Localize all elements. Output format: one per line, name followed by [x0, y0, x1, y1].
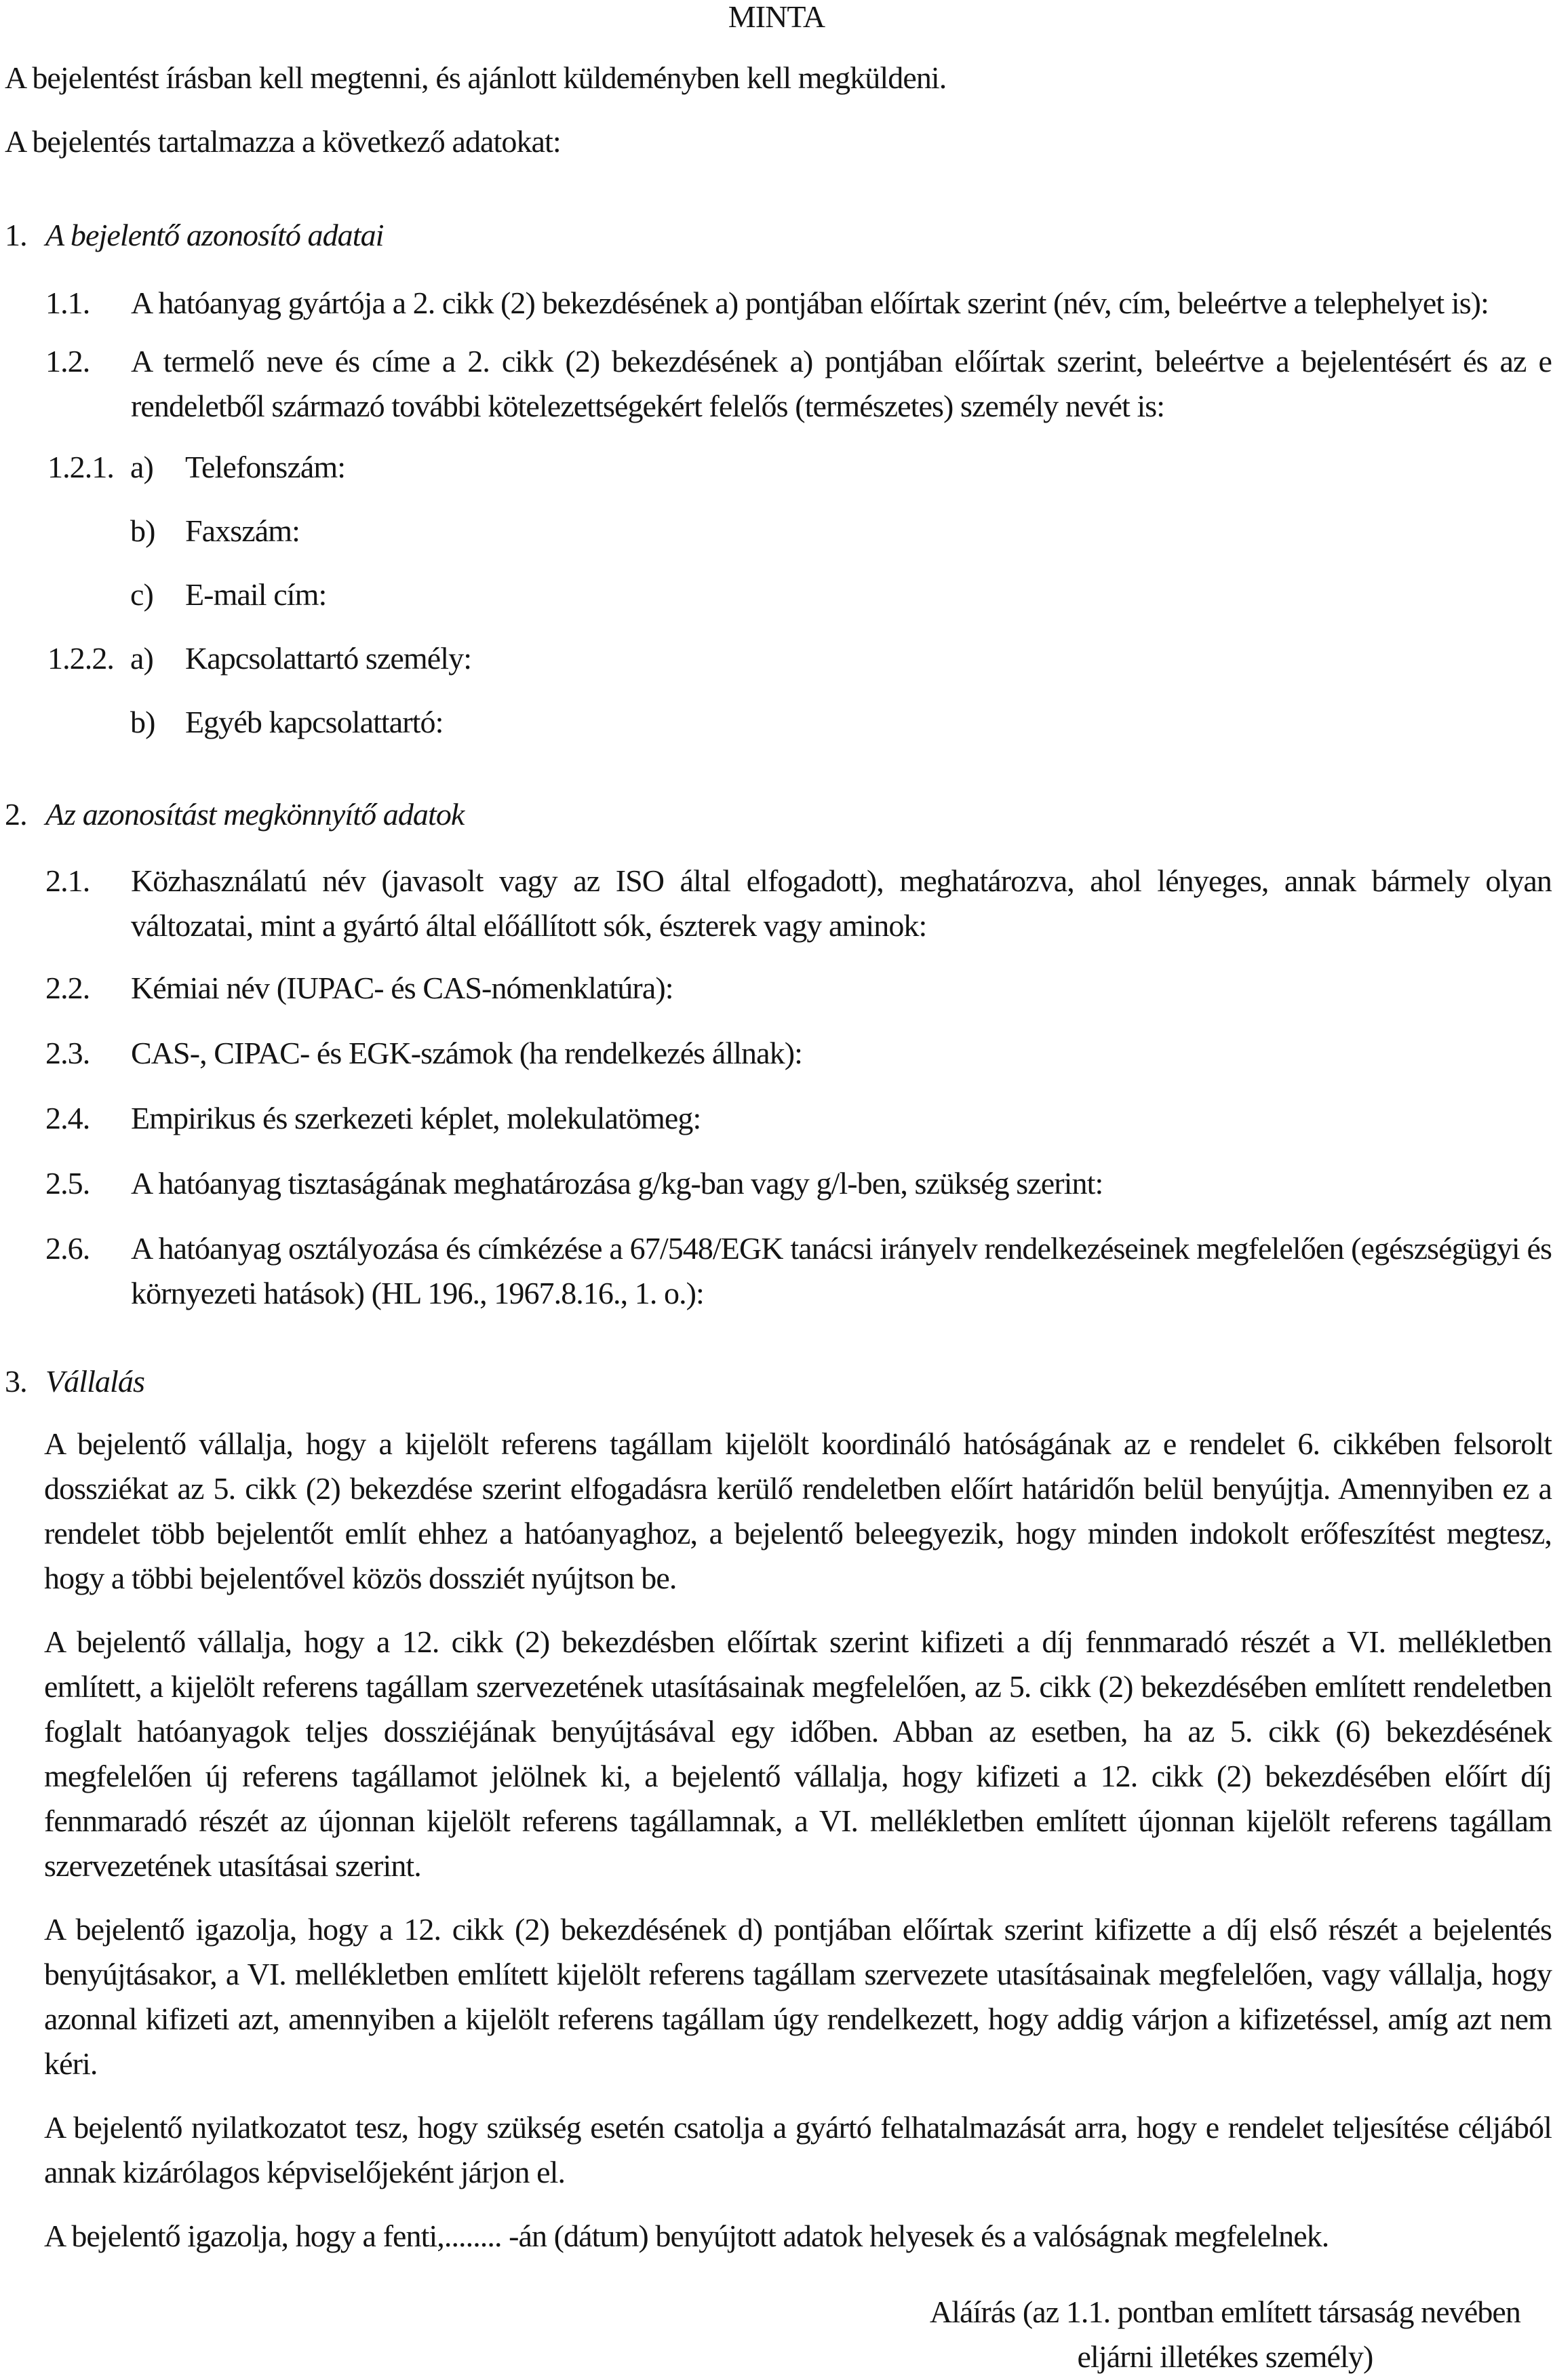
section-2-number: 2. [5, 797, 27, 832]
item-1-2-1-entry-a [47, 445, 1553, 490]
signature-block [930, 2290, 1520, 2379]
section-1-heading [5, 213, 1553, 258]
item-1-2-2-entry-a [47, 636, 1553, 681]
body-paragraph-date: A bejelentő igazolja, hogy a fenti,........ -án (dátum) benyújtott adatok helyesek és a valóságnak megfelelnek. [44, 2219, 1329, 2253]
entry-label: Egyéb kapcsolattartó: [185, 705, 444, 739]
intro-paragraph-2: A bejelentés tartalmazza a következő adatokat: [5, 124, 561, 159]
section-2-heading [5, 792, 1553, 837]
entry-label: E-mail cím: [185, 577, 327, 612]
item-1-2-2-number: 1.2.2. [47, 641, 114, 676]
item-2-3-text: CAS-, CIPAC- és EGK-számok (ha rendelkezés állnak): [131, 1036, 802, 1070]
signature-line-1: Aláírás (az 1.1. pontban említett társaság nevében [929, 2295, 1520, 2329]
signature-line-2: eljárni illetékes személy) [1077, 2339, 1373, 2374]
item-2-3-number: 2.3. [45, 1036, 90, 1070]
item-2-5-text: A hatóanyag tisztaságának meghatározása g/kg-ban vagy g/l-ben, szükség szerint: [131, 1166, 1103, 1201]
item-1-2-number: 1.2. [45, 344, 90, 378]
item-2-4-number: 2.4. [45, 1101, 90, 1135]
section-3-number: 3. [5, 1364, 27, 1399]
item-2-4 [45, 1096, 1552, 1141]
item-1-1-number: 1.1. [45, 286, 90, 320]
body-paragraph-4: A bejelentő nyilatkozatot tesz, hogy szükség esetén csatolja a gyártó felhatalmazását arra, hogy e rendelet teljesítése céljából annak kizárólagos képviselőjeként járjon el. [44, 2110, 1552, 2189]
entry-letter: b) [130, 513, 155, 548]
entry-letter: a) [130, 450, 153, 484]
item-2-6 [45, 1226, 1552, 1316]
item-1-2 [45, 339, 1552, 429]
intro-paragraph-1: A bejelentést írásban kell megtenni, és ajánlott küldeményben kell megküldeni. [5, 60, 947, 95]
entry-letter: c) [130, 577, 153, 612]
section-2-title: Az azonosítást megkönnyítő adatok [45, 797, 465, 832]
item-2-1-text: Közhasználatú név (javasolt vagy az ISO által elfogadott), meghatározva, ahol lényeges, annak bármely olyan változatai, mint a gyártó által előállított sók, észterek vagy aminok: [131, 863, 1552, 943]
section-3-title: Vállalás [45, 1364, 144, 1399]
entry-label: Faxszám: [185, 513, 300, 548]
page-title: MINTA [728, 0, 825, 34]
entry-letter: b) [130, 705, 155, 739]
item-2-5-number: 2.5. [45, 1166, 90, 1201]
entry-label: Telefonszám: [185, 450, 346, 484]
item-2-1-number: 2.1. [45, 863, 90, 898]
item-1-2-1-number: 1.2.1. [47, 450, 114, 484]
item-2-2-text: Kémiai név (IUPAC- és CAS-nómenklatúra): [131, 971, 673, 1005]
item-1-2-2-entry-b [130, 700, 1553, 745]
body-paragraph-2: A bejelentő vállalja, hogy a 12. cikk (2) bekezdésben előírtak szerint kifizeti a díj fennmaradó részét a VI. mellékletben említett, a kijelölt referens tagállam szervezetének utasításainak megfelelően, az 5. cikk (2) bekezdésében említett rendeletben foglalt hatóanyagok teljes dossziéjának benyújtásával egy időben. Abban az esetben, ha az 5. cikk (6) bekezdésének megfelelően új referens tagállamot jelölnek ki, a bejelentő vállalja, hogy kifizeti a 12. cikk (2) bekezdésében előírt díj fennmaradó részét az újonnan kijelölt referens tagállamnak, a VI. mellékletben említett újonnan kijelölt referens tagállam szervezetének utasításai szerint. [44, 1624, 1552, 1883]
item-2-2 [45, 966, 1552, 1011]
section-1-title: A bejelentő azonosító adatai [45, 218, 384, 252]
section-3-heading [5, 1359, 1553, 1404]
item-1-2-1-entry-c [130, 572, 1553, 617]
item-2-2-number: 2.2. [45, 971, 90, 1005]
item-2-6-text: A hatóanyag osztályozása és címkézése a 67/548/EGK tanácsi irányelv rendelkezéseinek megfelelően (egészségügyi és környezeti hatások) (HL 196., 1967.8.16., 1. o.): [131, 1231, 1552, 1310]
entry-letter: a) [130, 641, 153, 676]
item-1-2-1-entry-b [130, 509, 1553, 553]
item-1-1-text: A hatóanyag gyártója a 2. cikk (2) bekezdésének a) pontjában előírtak szerint (név, cím, beleértve a telephelyet is): [131, 286, 1489, 320]
section-1-number: 1. [5, 218, 27, 252]
body-paragraph-1: A bejelentő vállalja, hogy a kijelölt referens tagállam kijelölt koordináló hatóságának az e rendelet 6. cikkében felsorolt dossziékat az 5. cikk (2) bekezdése szerint elfogadásra kerülő rendeletben előírt határidőn belül benyújtja. Amennyiben ez a rendelet több bejelentőt említ ehhez a hatóanyaghoz, a bejelentő beleegyezik, hogy minden indokolt erőfeszítést megtesz, hogy a többi bejelentővel közös dossziét nyújtson be. [44, 1426, 1552, 1595]
entry-label: Kapcsolattartó személy: [185, 641, 472, 676]
item-2-5 [45, 1161, 1552, 1206]
item-2-6-number: 2.6. [45, 1231, 90, 1266]
item-2-1 [45, 859, 1552, 948]
item-2-3 [45, 1031, 1552, 1076]
item-2-4-text: Empirikus és szerkezeti képlet, molekulatömeg: [131, 1101, 701, 1135]
item-1-1 [45, 281, 1552, 326]
item-1-2-text: A termelő neve és címe a 2. cikk (2) bekezdésének a) pontjában előírtak szerint, beleértve a bejelentésért és az e rendeletből származó további kötelezettségekért felelős (természetes) személy nevét is: [131, 344, 1552, 423]
body-paragraph-3: A bejelentő igazolja, hogy a 12. cikk (2) bekezdésének d) pontjában előírtak szerint kifizette a díj első részét a bejelentés benyújtásakor, a VI. mellékletben említett kijelölt referens tagállam szervezete utasításainak megfelelően, vagy vállalja, hogy azonnal kifizeti azt, amennyiben a kijelölt referens tagállam úgy rendelkezett, hogy addig várjon a kifizetéssel, amíg azt nem kéri. [44, 1912, 1552, 2081]
